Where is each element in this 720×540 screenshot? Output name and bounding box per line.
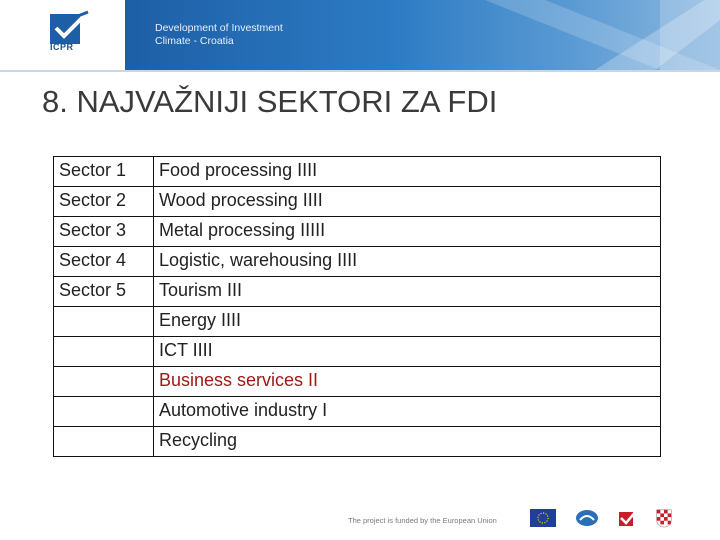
table-row bbox=[54, 277, 661, 307]
table-row bbox=[54, 337, 661, 367]
slide-title: 8. NAJVAŽNIJI SEKTORI ZA FDI bbox=[42, 84, 498, 119]
project-title-line2: Climate - Croatia bbox=[155, 35, 234, 47]
sector-cell bbox=[54, 427, 154, 457]
project-title bbox=[155, 22, 283, 48]
sector-cell bbox=[54, 307, 154, 337]
table-row bbox=[54, 217, 661, 247]
sector-cell: Sector 4 bbox=[54, 247, 154, 277]
icpr-small-logo-icon bbox=[617, 508, 639, 528]
sector-cell: Sector 3 bbox=[54, 217, 154, 247]
croatia-coat-of-arms-icon bbox=[655, 508, 673, 528]
table-row bbox=[54, 427, 661, 457]
sector-cell: Sector 2 bbox=[54, 187, 154, 217]
sector-table bbox=[53, 156, 661, 457]
header-banner bbox=[0, 0, 720, 70]
header-divider bbox=[0, 70, 720, 72]
sector-cell bbox=[54, 337, 154, 367]
industry-cell: Logistic, warehousing IIII bbox=[154, 247, 661, 277]
industry-cell: Wood processing IIII bbox=[154, 187, 661, 217]
logo-area bbox=[0, 0, 125, 70]
industry-cell: Food processing IIII bbox=[154, 157, 661, 187]
industry-cell: Energy IIII bbox=[154, 307, 661, 337]
industry-cell: Metal processing IIIII bbox=[154, 217, 661, 247]
table-row bbox=[54, 397, 661, 427]
project-title-line1: Development of Investment bbox=[155, 22, 283, 34]
project-banner bbox=[125, 0, 720, 70]
table-row bbox=[54, 367, 661, 397]
table-row bbox=[54, 247, 661, 277]
industry-cell: ICT IIII bbox=[154, 337, 661, 367]
funding-text: The project is funded by the European Union bbox=[348, 516, 497, 525]
industry-cell-highlighted: Business services II bbox=[154, 367, 661, 397]
industry-cell: Tourism III bbox=[154, 277, 661, 307]
sector-cell: Sector 1 bbox=[54, 157, 154, 187]
eu-flag-icon bbox=[530, 508, 556, 528]
industry-cell: Recycling bbox=[154, 427, 661, 457]
logo-text: ICPR bbox=[50, 42, 74, 52]
table-row bbox=[54, 157, 661, 187]
table-row bbox=[54, 307, 661, 337]
industry-cell: Automotive industry I bbox=[154, 397, 661, 427]
sector-cell bbox=[54, 367, 154, 397]
table-row bbox=[54, 187, 661, 217]
sector-cell: Sector 5 bbox=[54, 277, 154, 307]
sector-cell bbox=[54, 397, 154, 427]
partner-logo-icon bbox=[575, 508, 599, 528]
icpr-logo-icon bbox=[48, 10, 94, 62]
